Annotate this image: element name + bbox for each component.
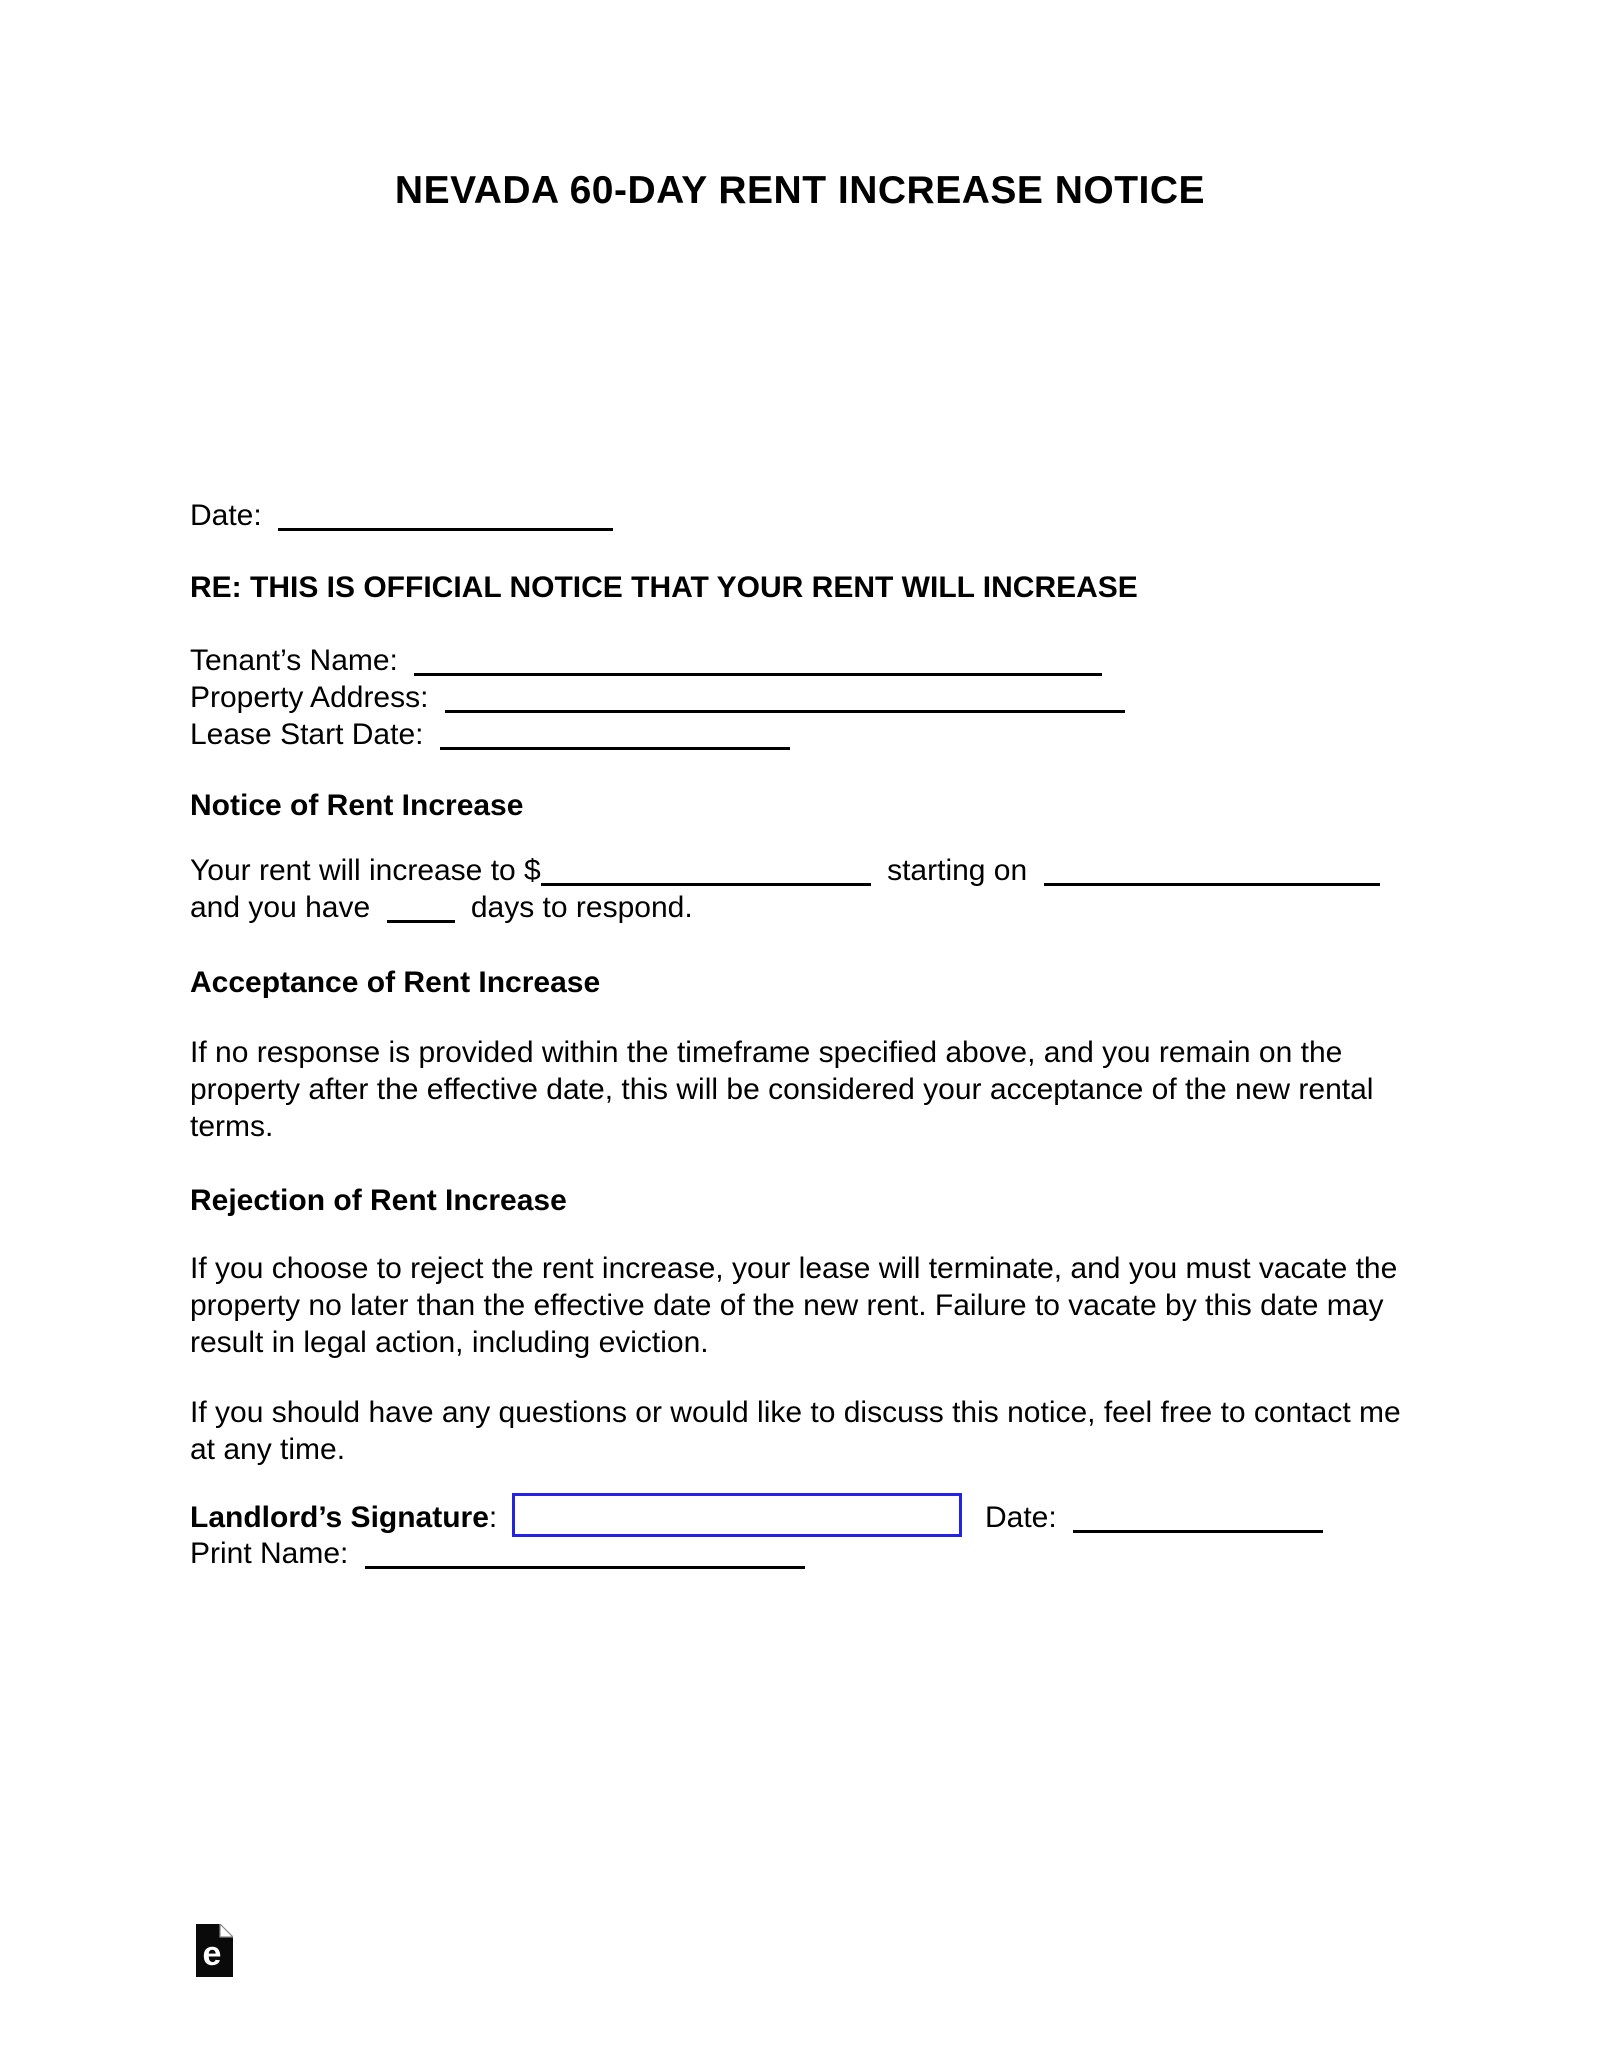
lease-start-line: [190, 716, 1420, 753]
document-page-icon: [196, 1924, 233, 1977]
acceptance-body: If no response is provided within the timeframe specified above, and you remain on the property after the effective date, this will be considered your acceptance of the new rental terms.: [190, 1036, 1374, 1143]
print-name-blank: [365, 1566, 805, 1569]
lease-start-label: Lease Start Date:: [190, 718, 424, 751]
rent-amount-blank: [541, 883, 871, 886]
tenant-name-blank: [414, 673, 1102, 676]
lease-start-blank: [440, 747, 790, 750]
signature-field[interactable]: [512, 1493, 962, 1537]
rejection-body: If you choose to reject the rent increase, your lease will terminate, and you must vacate the property no later than the effective date of the new rent. Failure to vacate by this date may result in legal action, including eviction.: [190, 1252, 1398, 1359]
notice-heading: Notice of Rent Increase: [190, 789, 524, 822]
signature-date-label: Date:: [985, 1501, 1057, 1534]
eforms-logo: [196, 1924, 233, 1977]
document-title: NEVADA 60-DAY RENT INCREASE NOTICE: [394, 169, 1206, 212]
signature-label: Landlord’s Signature: [190, 1501, 489, 1534]
tenant-name-line: [190, 642, 1420, 679]
signature-date-blank: [1073, 1530, 1323, 1533]
notice-line-1: [190, 852, 1420, 889]
date-blank: [278, 528, 613, 531]
property-address-blank: [445, 710, 1125, 713]
print-name-line: [190, 1535, 1420, 1572]
start-date-blank: [1044, 883, 1380, 886]
print-name-label: Print Name:: [190, 1537, 349, 1570]
tenant-name-label: Tenant’s Name:: [190, 644, 398, 677]
date-label: Date:: [190, 499, 262, 532]
signature-label-line: [190, 1499, 520, 1536]
notice-body: [190, 852, 1420, 926]
logo-letter: e: [202, 1935, 222, 1973]
notice-line2-end-text: days to respond.: [470, 891, 693, 924]
date-line: [190, 497, 1420, 534]
notice-line1-text: Your rent will increase to $: [190, 854, 541, 887]
notice-line1-mid-text: starting on: [887, 854, 1028, 887]
rejection-heading: Rejection of Rent Increase: [190, 1184, 567, 1217]
days-blank: [387, 920, 455, 923]
logo-folded-corner: [220, 1924, 233, 1937]
contact-paragraph: If you should have any questions or would like to discuss this notice, feel free to contact me at any time.: [190, 1396, 1401, 1466]
subject-line: RE: THIS IS OFFICIAL NOTICE THAT YOUR RENT WILL INCREASE: [190, 571, 1138, 604]
party-info-block: [190, 642, 1420, 753]
signature-date-line: [985, 1499, 1415, 1536]
signature-label-colon: :: [488, 1501, 498, 1534]
acceptance-heading: Acceptance of Rent Increase: [190, 966, 601, 999]
property-address-line: [190, 679, 1420, 716]
notice-line-2: [190, 889, 1420, 926]
notice-line2-text: and you have: [190, 891, 371, 924]
property-address-label: Property Address:: [190, 681, 429, 714]
